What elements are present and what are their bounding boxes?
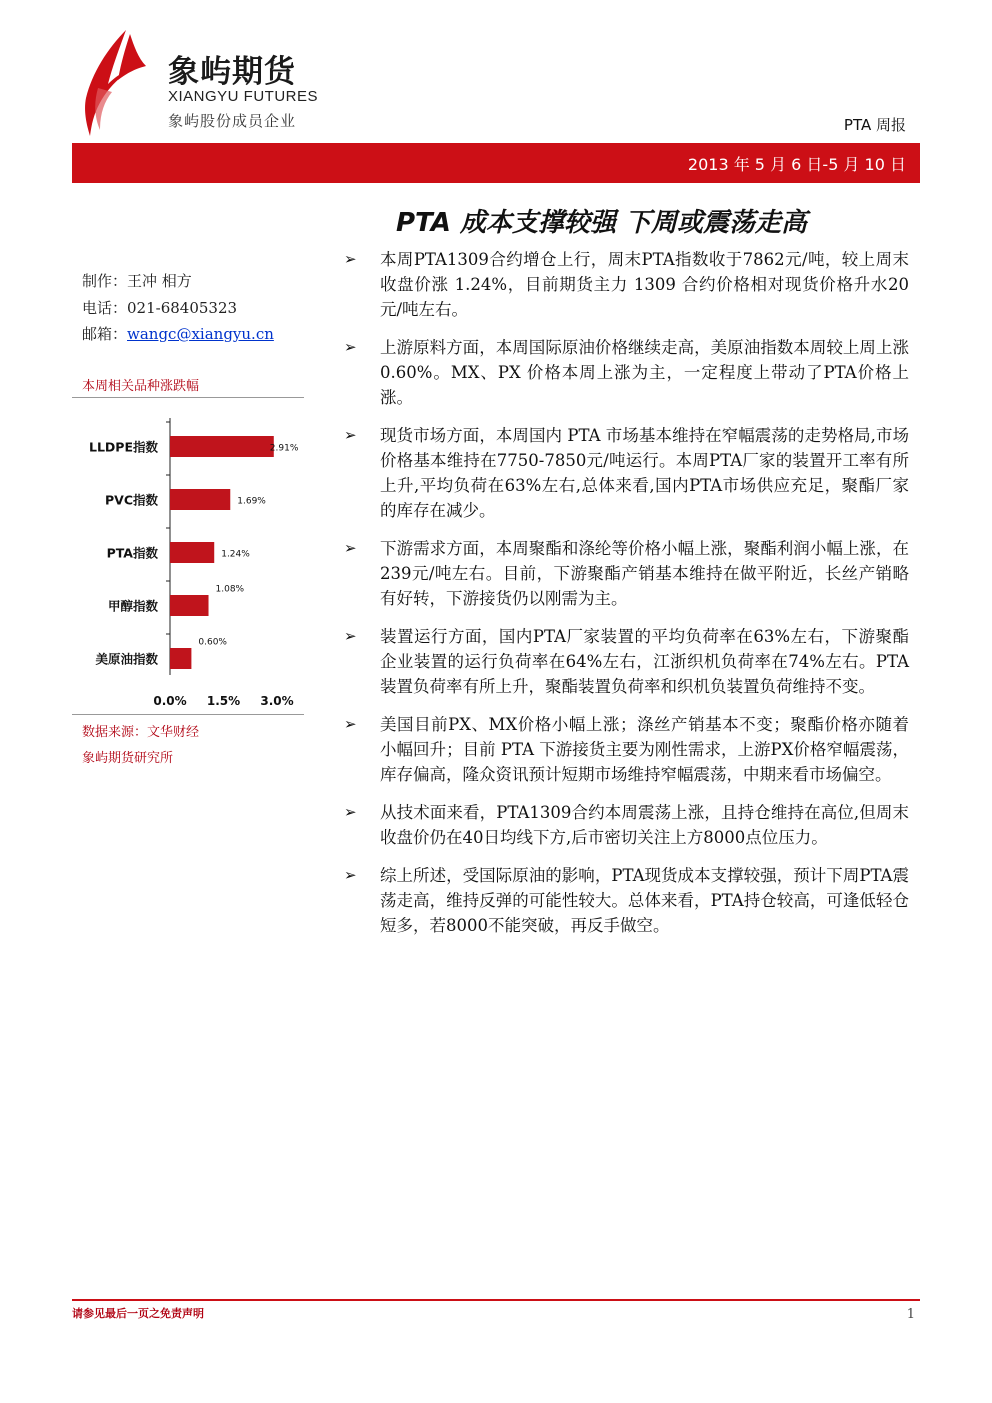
phone-label: 电话： [82,299,128,317]
phone-line [82,297,237,318]
data-source: 数据来源：文华财经 [82,725,200,740]
page-title: PTA 成本支撑较强 下周或震荡走高 [396,208,807,238]
bar [170,595,209,616]
source-divider [72,714,304,715]
x-tick-label: 1.5% [206,694,241,708]
change-bar-chart [72,410,308,710]
value-label: 1.69% [237,496,266,507]
bullet-text: 从技术面来看，PTA1309合约本周震荡上涨，且持仓维持在高位,但周末收盘价仍在40日均线下方,后市密切关注上方8000点位压力。 [380,803,909,847]
company-logo-icon [78,28,148,138]
report-type: PTA 周报 [843,116,906,134]
brand-name-en: XIANGYU FUTURES [168,88,319,105]
bullet-text: 综上所述，受国际原油的影响，PTA现货成本支撑较强，预计下周PTA震荡走高，维持反弹的可能性较大。总体来看，PTA持仓较高，可逢低轻仓短多，若8000不能突破，再反手做空。 [380,866,909,935]
value-label: 2.91% [269,443,299,454]
bullet-arrow-icon: ➢ [344,338,357,356]
chart-heading: 本周相关品种涨跌幅 [82,379,200,394]
page-number: 1 [906,1307,915,1322]
bullet-list [344,247,909,951]
bullet-arrow-icon: ➢ [344,715,357,733]
bullet-text: 装置运行方面，国内PTA厂家装置的平均负荷率在63%左右，下游聚酯企业装置的运行负荷率在64%左右，江浙织机负荷率在74%左右。PTA装置负荷率有所上升，聚酯装置负荷率和织机负装置负荷维持不变。 [380,627,909,696]
bullet-arrow-icon: ➢ [344,627,357,645]
author-names: 王冲 相方 [127,272,192,290]
bullet-text: 本周PTA1309合约增仓上行，周末PTA指数收于7862元/吨，较上周末收盘价涨 1.24%，目前期货主力 1309 合约价格相对现货价格升水20元/吨左右。 [380,250,909,319]
list-item [344,624,909,699]
value-label: 0.60% [198,637,227,648]
author-label: 制作： [82,272,128,290]
x-tick-label: 0.0% [153,694,187,708]
bullet-text: 现货市场方面，本周国内 PTA 市场基本维持在窄幅震荡的走势格局,市场价格基本维持在7750-7850元/吨运行。本周PTA厂家的装置开工率有所上升,平均负荷在63%左右,总体来看,国内PTA市场供应充足，聚酯厂家的库存在减少。 [380,426,909,520]
list-item [344,800,909,850]
email-link[interactable]: wangc@xiangyu.cn [127,325,274,343]
bar [170,489,230,510]
bar [170,436,274,457]
data-source-institute: 象屿期货研究所 [82,751,174,766]
bullet-arrow-icon: ➢ [344,866,357,884]
bar [170,648,191,669]
brand-name-cn: 象屿期货 [168,54,296,90]
footer-divider [72,1299,920,1301]
category-label: 美原油指数 [95,651,158,667]
bullet-text: 上游原料方面，本周国际原油价格继续走高，美原油指数本周较上周上涨 0.60%。MX、PX 价格本周上涨为主，一定程度上带动了PTA价格上涨。 [380,338,909,407]
list-item [344,712,909,787]
x-tick-label: 3.0% [260,694,294,708]
category-label: LLDPE指数 [88,439,158,455]
bar [170,542,214,563]
list-item [344,423,909,523]
list-item [344,335,909,410]
list-item [344,863,909,938]
bullet-arrow-icon: ➢ [344,426,357,444]
value-label: 1.24% [221,549,250,560]
email-label: 邮箱： [82,325,128,343]
bullet-arrow-icon: ➢ [344,250,357,268]
category-label: PTA指数 [106,545,158,561]
brand-subtitle: 象屿股份成员企业 [168,112,297,130]
list-item [344,247,909,322]
category-label: 甲醇指数 [107,598,158,614]
bullet-text: 下游需求方面，本周聚酯和涤纶等价格小幅上涨，聚酯利润小幅上涨，在239元/吨左右。目前，下游聚酯产销基本维持在做平附近，长丝产销略有好转，下游接货仍以刚需为主。 [380,539,909,608]
author-line [82,270,192,291]
phone-number: 021-68405323 [127,299,238,317]
chart-heading-divider [72,397,304,398]
category-label: PVC指数 [104,492,158,508]
value-label: 1.08% [215,584,245,595]
date-range: 2013 年 5 月 6 日-5 月 10 日 [687,155,906,174]
bullet-arrow-icon: ➢ [344,803,357,821]
bullet-text: 美国目前PX、MX价格小幅上涨；涤丝产销基本不变；聚酯价格亦随着小幅回升；目前 PTA 下游接货主要为刚性需求，上游PX价格窄幅震荡，库存偏高，隆众资讯预计短期市场维持窄幅震荡，中期来看市场偏空。 [380,715,909,784]
bullet-arrow-icon: ➢ [344,539,357,557]
list-item [344,536,909,611]
disclaimer-note: 请参见最后一页之免责声明 [72,1307,204,1320]
email-line [82,323,274,344]
